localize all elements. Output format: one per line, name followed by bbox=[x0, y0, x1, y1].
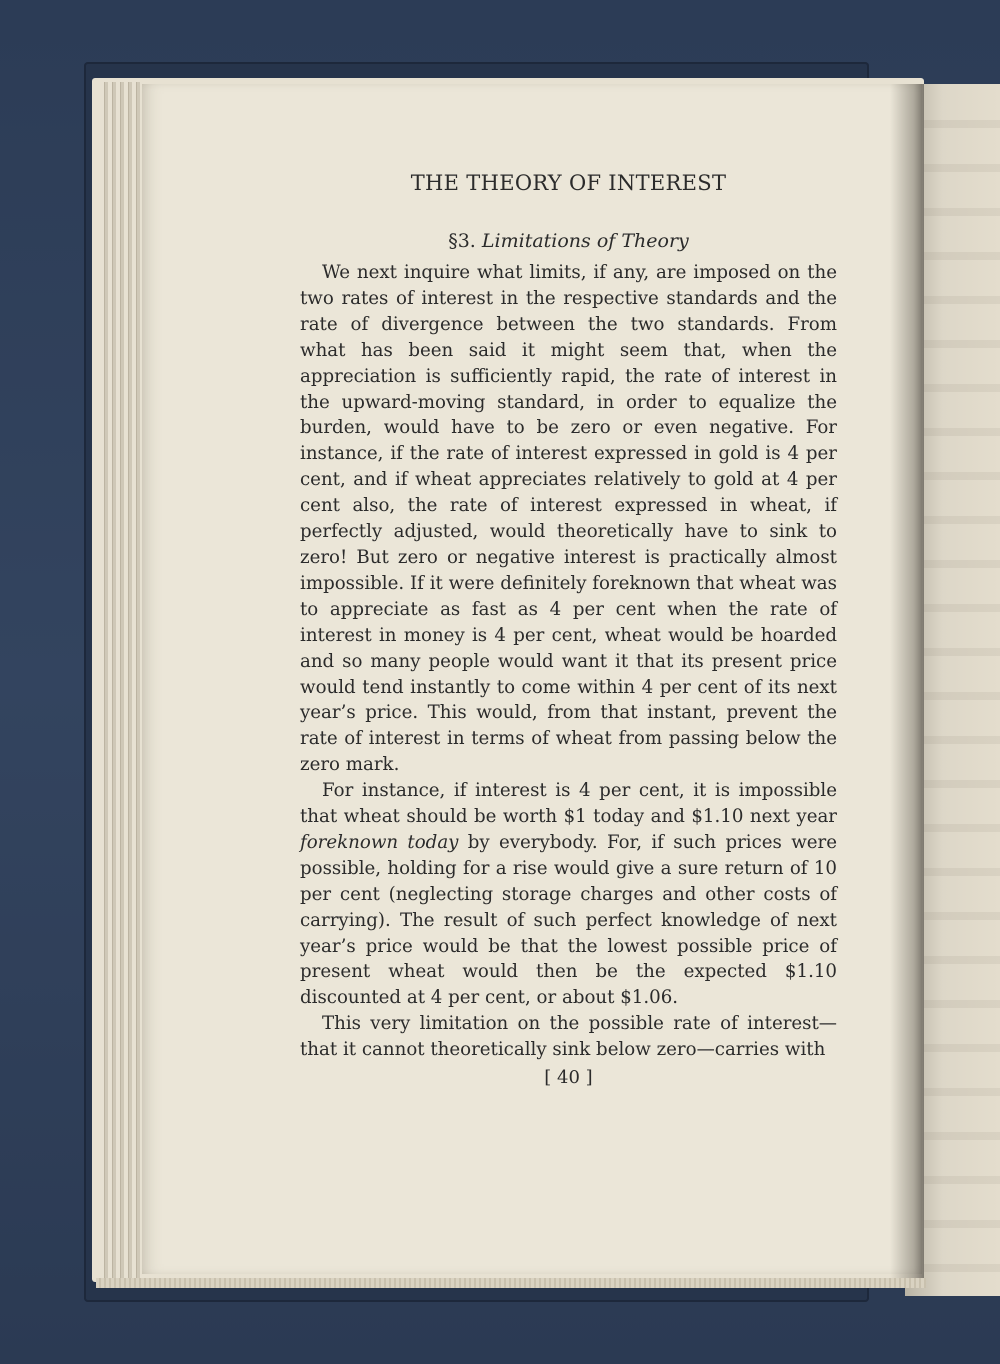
section-number: §3. bbox=[448, 230, 476, 252]
paragraph-text: For instance, if interest is 4 per cent, it is impossible that wheat should be worth $1 today and $1.10 next year bbox=[300, 780, 837, 828]
paragraph: This very limitation on the possible rate of interest—that it cannot theoretically sink below zero—carries with bbox=[300, 1013, 837, 1061]
page-edge bbox=[104, 82, 108, 1278]
section-title: Limitations of Theory bbox=[481, 230, 689, 252]
spine-shadow bbox=[890, 84, 924, 1280]
page-edge bbox=[120, 82, 124, 1278]
page-number: [ 40 ] bbox=[544, 1067, 593, 1089]
page-bottom-edges bbox=[96, 1278, 926, 1288]
body-text bbox=[300, 260, 837, 1063]
page-edge bbox=[128, 82, 132, 1278]
page-text bbox=[300, 168, 837, 1091]
page-edge bbox=[136, 82, 140, 1278]
paragraph-text: by everybody. For, if such prices were possible, holding for a rise would give a sure return of 10 per cent (neglecting storage charges and other costs of carrying). The result of such perfect knowledge of next year’s price would be that the lowest possible price of present wheat would then be the expected $1.10 discounted at 4 per cent, or about $1.06. bbox=[300, 831, 837, 1009]
running-head: THE THEORY OF INTEREST bbox=[410, 171, 727, 195]
paragraph: We next inquire what limits, if any, are imposed on the two rates of interest in the respective standards and the rate of divergence between the two standards. From what has been said it might seem that, when the appreciation is sufficiently rapid, the rate of interest in the upward-moving standard, in order to equalize the burden, would have to be zero or even negative. For instance, if the rate of interest expressed in gold is 4 per cent, and if wheat appreciates relatively to gold at 4 per cent also, the rate of interest expressed in wheat, if perfectly adjusted, would theoretically have to sink to zero! But zero or negative interest is practically almost impossible. If it were definitely foreknown that wheat was to appreciate as fast as 4 per cent when the rate of interest in money is 4 per cent, wheat would be hoarded and so many people would want it that its present price would tend instantly to come within 4 per cent of its next year’s price. This would, from that instant, prevent the rate of interest in terms of wheat from passing below the zero mark. bbox=[300, 262, 837, 776]
page-edge bbox=[112, 82, 116, 1278]
emphasized-text: foreknown today bbox=[300, 831, 459, 853]
section-heading bbox=[300, 228, 837, 254]
paragraph bbox=[300, 778, 837, 1011]
